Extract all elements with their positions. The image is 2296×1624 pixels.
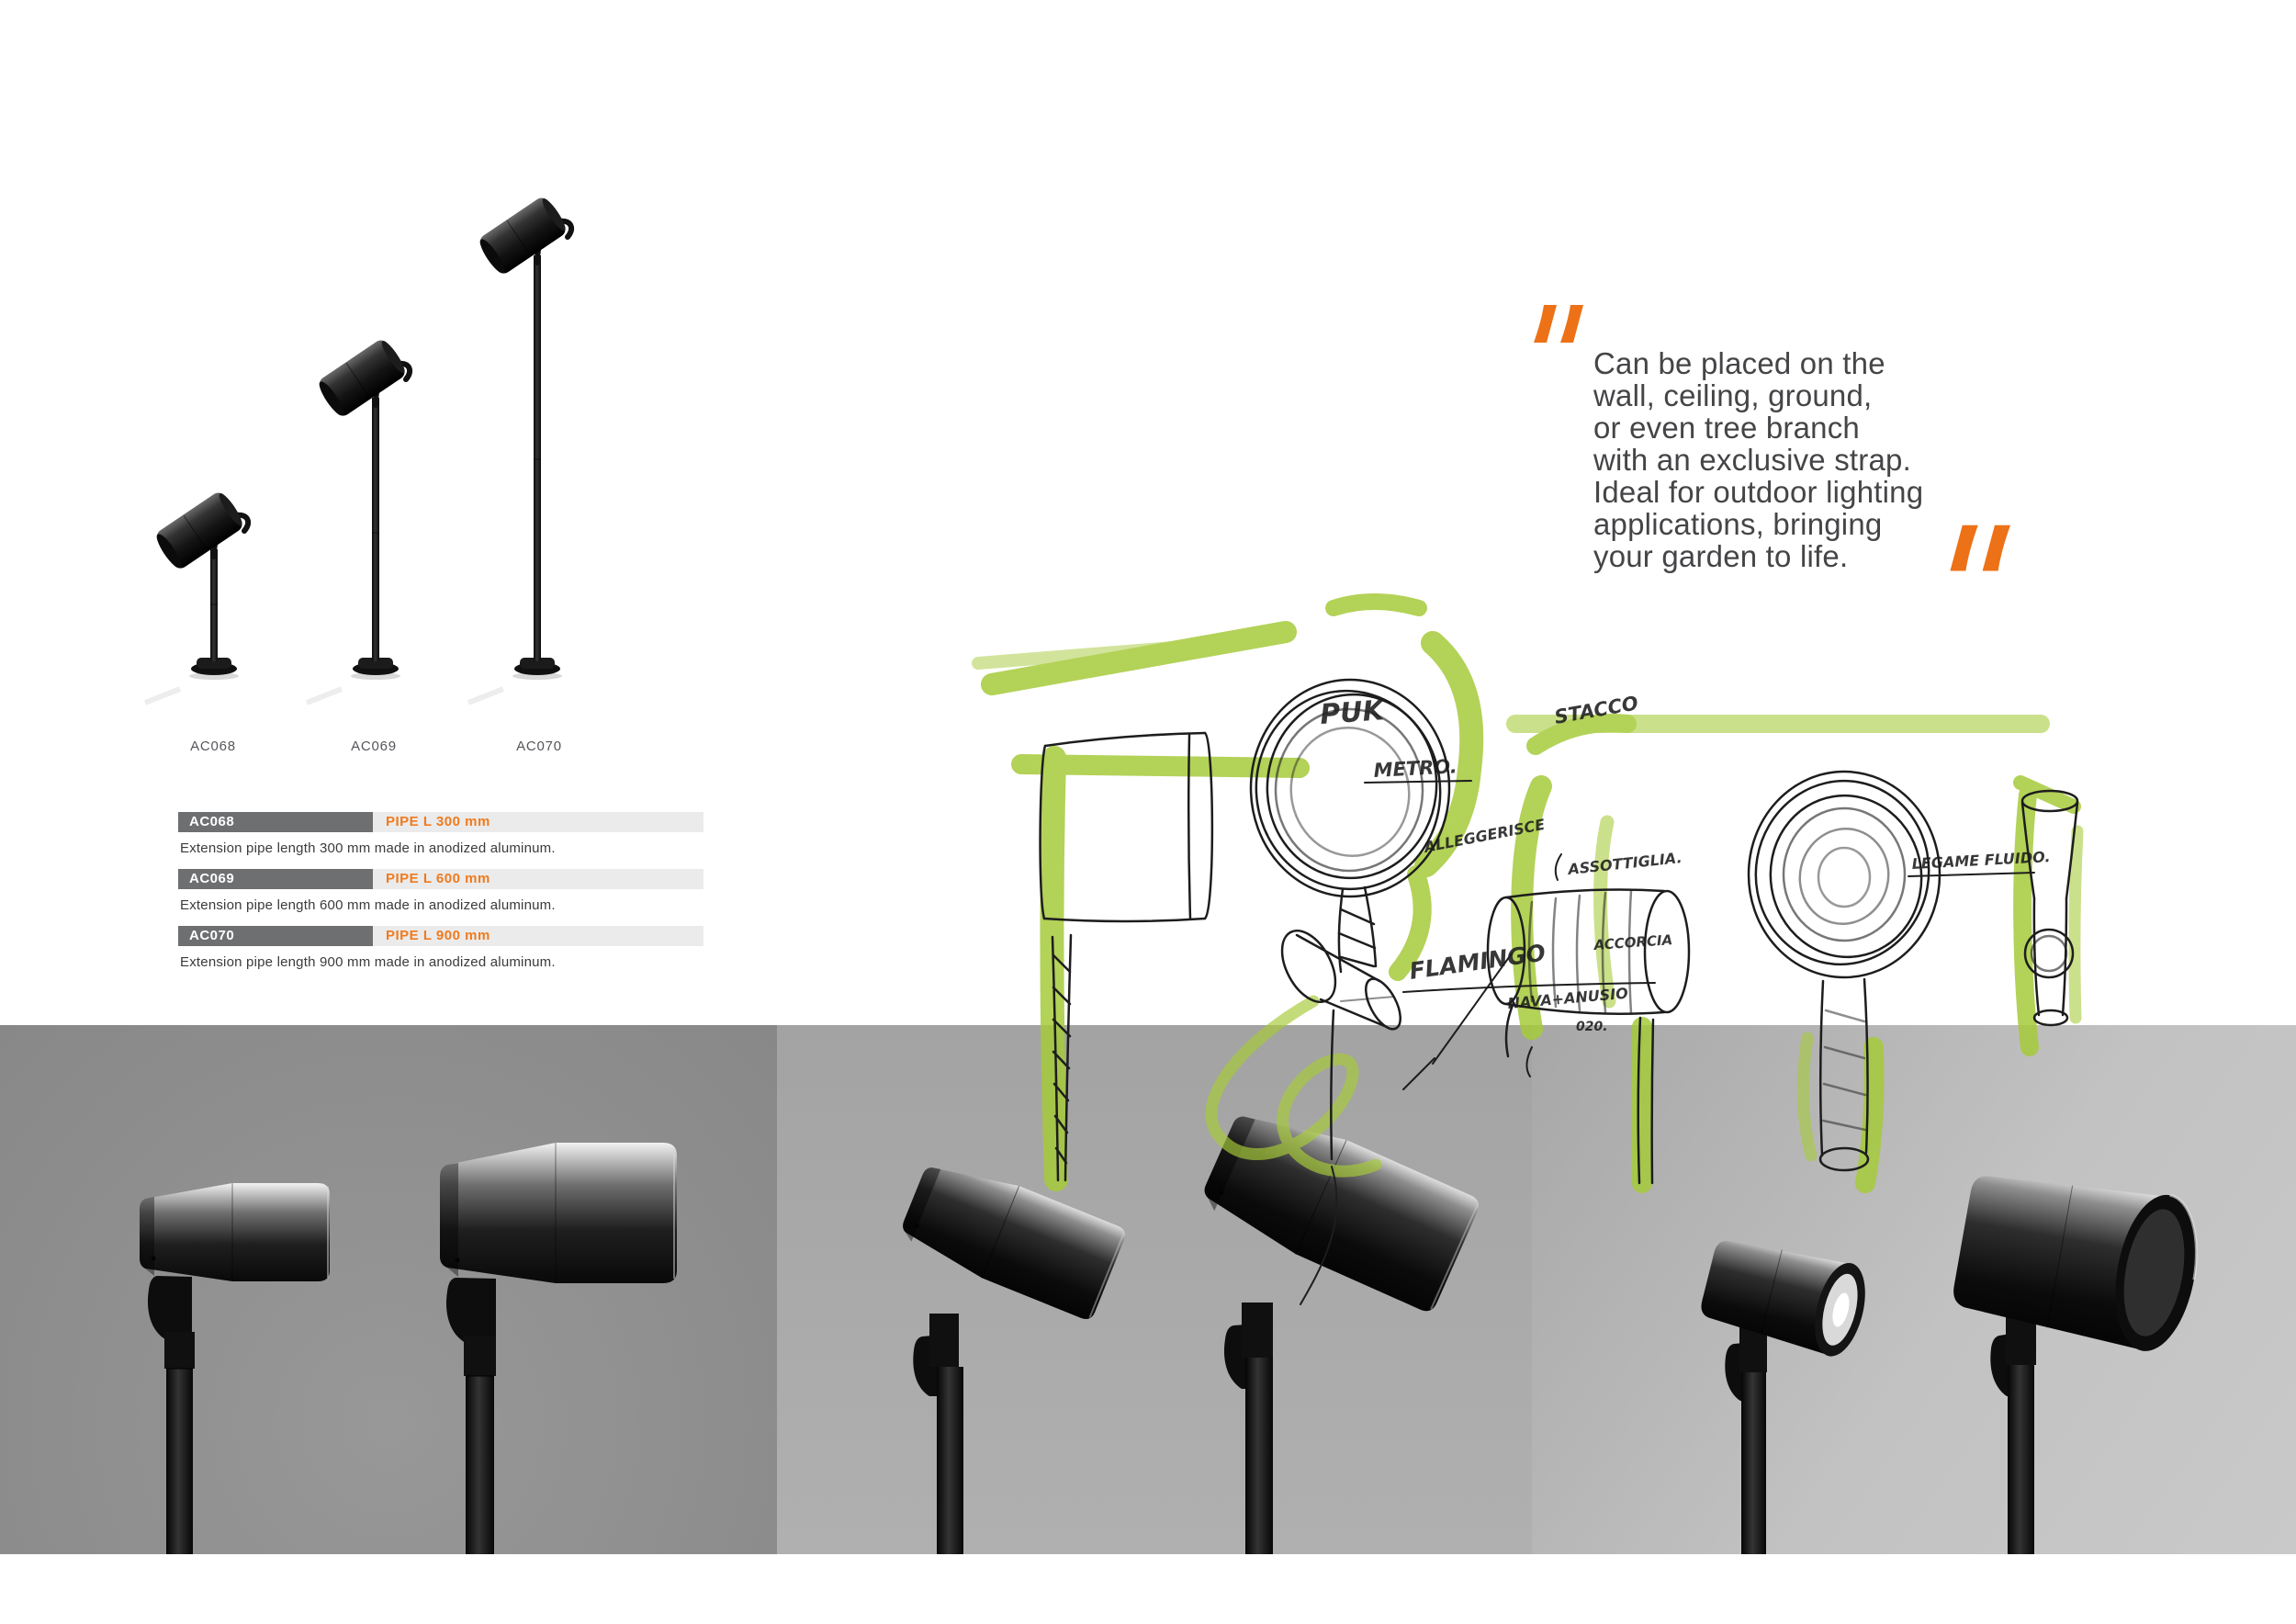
spotlight-photo-large	[1195, 1095, 1482, 1554]
lamp-render-ac070	[468, 194, 571, 703]
photo-panel-middle	[777, 1025, 1532, 1554]
quote-line: applications, bringing	[1593, 507, 1883, 541]
spec-row-ac068	[178, 812, 703, 832]
spotlight-photo-small	[1696, 1230, 1874, 1554]
sketch-note-alleggerisce: ALLEGGERISCE	[1423, 815, 1547, 856]
spec-row-ac069	[178, 869, 703, 889]
open-quote-icon	[1534, 305, 1585, 344]
quote-line: wall, ceiling, ground,	[1593, 378, 1873, 412]
quote-line: with an exclusive strap.	[1593, 443, 1911, 477]
lamp-render-ac069	[307, 336, 410, 703]
spotlight-photo-large	[440, 1143, 677, 1554]
spec-description: Extension pipe length 600 mm made in anodized aluminum.	[180, 897, 556, 913]
quote-line: Can be placed on the	[1593, 346, 1885, 380]
product-lineup-image	[110, 175, 625, 726]
spec-row-ac070	[178, 926, 703, 946]
spec-description: Extension pipe length 900 mm made in anodized aluminum.	[180, 954, 556, 970]
photo-panel-right	[1532, 1025, 2296, 1554]
sketch-note-legame: LEGAME FLUIDO.	[1911, 848, 2051, 873]
sketch-note-accorcia: ACCORCIA	[1593, 931, 1673, 953]
sketch-signature-date: 020.	[1576, 1020, 1608, 1034]
sketch-note-stacco: STACCO	[1552, 692, 1640, 728]
photo-panel-left	[0, 1025, 777, 1554]
spec-code-cell: AC070	[178, 926, 373, 946]
quote-line: or even tree branch	[1593, 411, 1860, 445]
spec-table	[178, 812, 703, 983]
sketch-note-flamingo: FLAMINGO	[1407, 939, 1548, 985]
spec-pipe-cell: PIPE L 300 mm	[373, 812, 703, 832]
lamp-render-ac068	[145, 489, 248, 703]
photo-band	[0, 1025, 2296, 1554]
spec-code-cell: AC069	[178, 869, 373, 889]
spec-code-cell: AC068	[178, 812, 373, 832]
spotlight-photo-large	[1949, 1161, 2208, 1554]
quote-line: Ideal for outdoor lighting	[1593, 475, 1924, 509]
spec-pipe-cell: PIPE L 900 mm	[373, 926, 703, 946]
spotlight-photo-small	[895, 1151, 1129, 1554]
sketch-note-assottiglia: ASSOTTIGLIA.	[1567, 849, 1683, 878]
sketch-signature: NAVA+ANUSIO	[1506, 984, 1629, 1012]
spec-description: Extension pipe length 300 mm made in anodized aluminum.	[180, 840, 556, 856]
spotlight-photo-small	[140, 1183, 330, 1554]
product-label-ac068: AC068	[190, 739, 236, 754]
product-label-ac070: AC070	[516, 739, 562, 754]
sketch-note-metro: METRO.	[1373, 755, 1458, 782]
close-quote-icon	[1948, 523, 2010, 572]
quote-line: your garden to life.	[1593, 539, 1849, 573]
sketch-note-puk: PUK	[1319, 694, 1385, 731]
spec-pipe-cell: PIPE L 600 mm	[373, 869, 703, 889]
product-label-ac069: AC069	[351, 739, 397, 754]
